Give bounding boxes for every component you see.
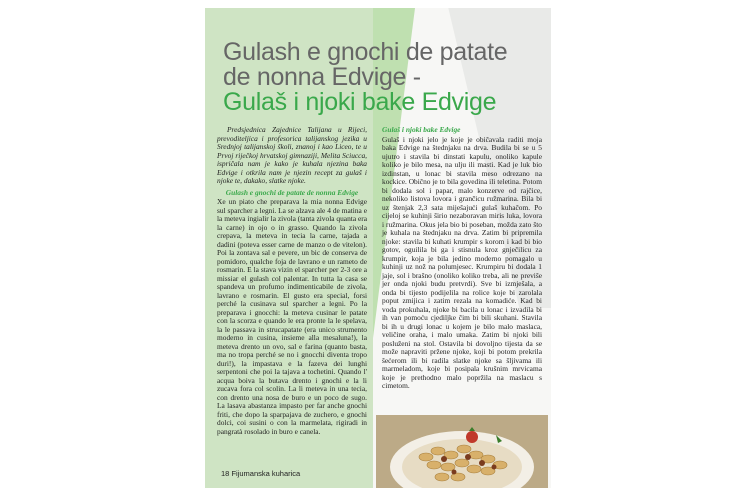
- italian-recipe-subhead: Gulash e gnochi de patate de nonna Edvige: [225, 187, 359, 197]
- italian-recipe-text: Xe un piato che preparava la mia nonna Edvige sul sparcher a legni. La se alzava ale 4 de matina e la meteva ingialir la zivola (tanta zivola quanta era la carne) in ojo o in grasso. Quando la zivola crepava, la meteva in tecia la carne, tajada a dadini (poteva esser carne de manzo o de vitelon). Poi la zontava sal e pevere, un bic de conserva de pomidoro, qualche foja de lavrano e un rameto de rosmarin. E la stava vizin el sparcher per 2-3 ore a missiar el gulash col palentar. In tutta la casa se spandeva un profumo indimenticabile de zivola, lavrano e rosmarin. El gusto era special, forsi perché la cusinava sul sparcher a legni. Po la preparava i gnocchi: la meteva cusinar le patate con la scorza e quando le era pronte la le spelava, la le passava in strucapatate (era unico strumento moderno in cusina, insieme alla mesaluna!), la meteva drento un ovo, sal e farina (quanto basta, ma no tropa perché se no i gnocchi diventa tropo duri!), la impastava e la fazeva dei lunghi serpentoni che poi la tajava a tochetini. Quando l' acqua boiva la butava drento i gnochi e la li zucava fora col scolin. La li meteva in una tecia, con drento una nosa de buro e un poco de sugo. La lasava abastanza impasto per far anche gnochi friti, che dopo la sparpajava de zuchero, e gnochi dolci, coi susini o con la marmelata, rigiradi in pangratà rosolado in buro e canela.: [217, 197, 367, 436]
- publication-name: Fijumanska kuharica: [231, 469, 301, 478]
- page-number: 18: [221, 469, 230, 478]
- left-column: [217, 126, 367, 436]
- title-line-1: Gulash e gnochi de patate: [223, 38, 508, 66]
- article-title: [223, 40, 543, 115]
- title-line-3: Gulaš i njoki bake Edvige: [223, 88, 497, 116]
- magazine-page: [205, 8, 551, 488]
- page-footer: [221, 469, 300, 478]
- gnocchi-photo: [376, 415, 548, 488]
- intro-paragraph: Predsjednica Zajednice Talijana u Rijeci, prevoditeljica i profesorica talijanskog jezika u Srednjoj talijanskoj školi, znanoj i kao Liceo, te u Prvoj riječkoj hrvatskoj gimnaziji, Melita Sciucca, ispričala nam je kako je kuhala njezina baka Edvige i otkrila nam je njezin recept za gulaš i njoke te, dakako, slatke njoke.: [217, 125, 367, 185]
- croatian-recipe-text: Gulaš i njoki jelo je koje je običavala raditi moja baka Edvige na štednjaku na drva. Budila bi se u 5 ujutro i stavila bi dinstati kapulu, onoliko kapule koliko je bilo mesa, na ulju ili masti. Kad je luk bio izdinstan, u lonac bi stavila meso odrezano na kockice. Obično je to bila govedina ili teletina. Potom bi dodala sol i papar, malo konzerve od rajčice, nekoliko listova lovora i grančicu ružmarina. Bila bi uz štenjak 2,3 sata miješajući gulaš kuhačom. Po cijeloj se kuhinji širio nezaboravan miris luka, lovora i ružmarina. Okus jela bio bi poseban, možda zato što je kuhala na štednjaku na drva. Zatim bi pripremila njoke: stavila bi kuhati krumpir s korom i kad bi bio gotov, oguilila bi ga i stisnula kroz gnječilicu za krumpir, koja je bila jedino moderno pomagalo u kuhinji uz nož na polumjesec. Krumpiru bi dodala 1 jaje, sol i brašno (onoliko koliko treba, ali ne previše jer onda njoki budu pretvrdi). Sve bi izmješala, a onda bi tijesto podijelila na rolice koje bi zarolala poput zmijica i zatim rezala na komadiće. Kad bi voda prokuhala, njoke bi bacila u lonac i izvadila bi ih van pomoću cjediljke čim bi bili skuhani. Stavila bi ih u drugi lonac u kojem je bilo malo maslaca, veličine oraha, i malo umaka. Zatim bi njoki bili posluženi na stol. Ostavila bi dovoljno tijesta da se može napraviti pržene njoke, koji bi potom prekrila šećerom ili bi radila slatke njoke sa šljivama ili marmeladom, koje bi posipala krušnim mrvicama koje je prethodno malo popržila na maslacu s cimetom.: [382, 134, 542, 390]
- food-photo-image: [376, 415, 548, 488]
- croatian-recipe-subhead: Gulaš i njoki bake Edvige: [382, 125, 461, 134]
- title-line-2: de nonna Edvige -: [223, 63, 421, 91]
- right-column: [382, 126, 542, 391]
